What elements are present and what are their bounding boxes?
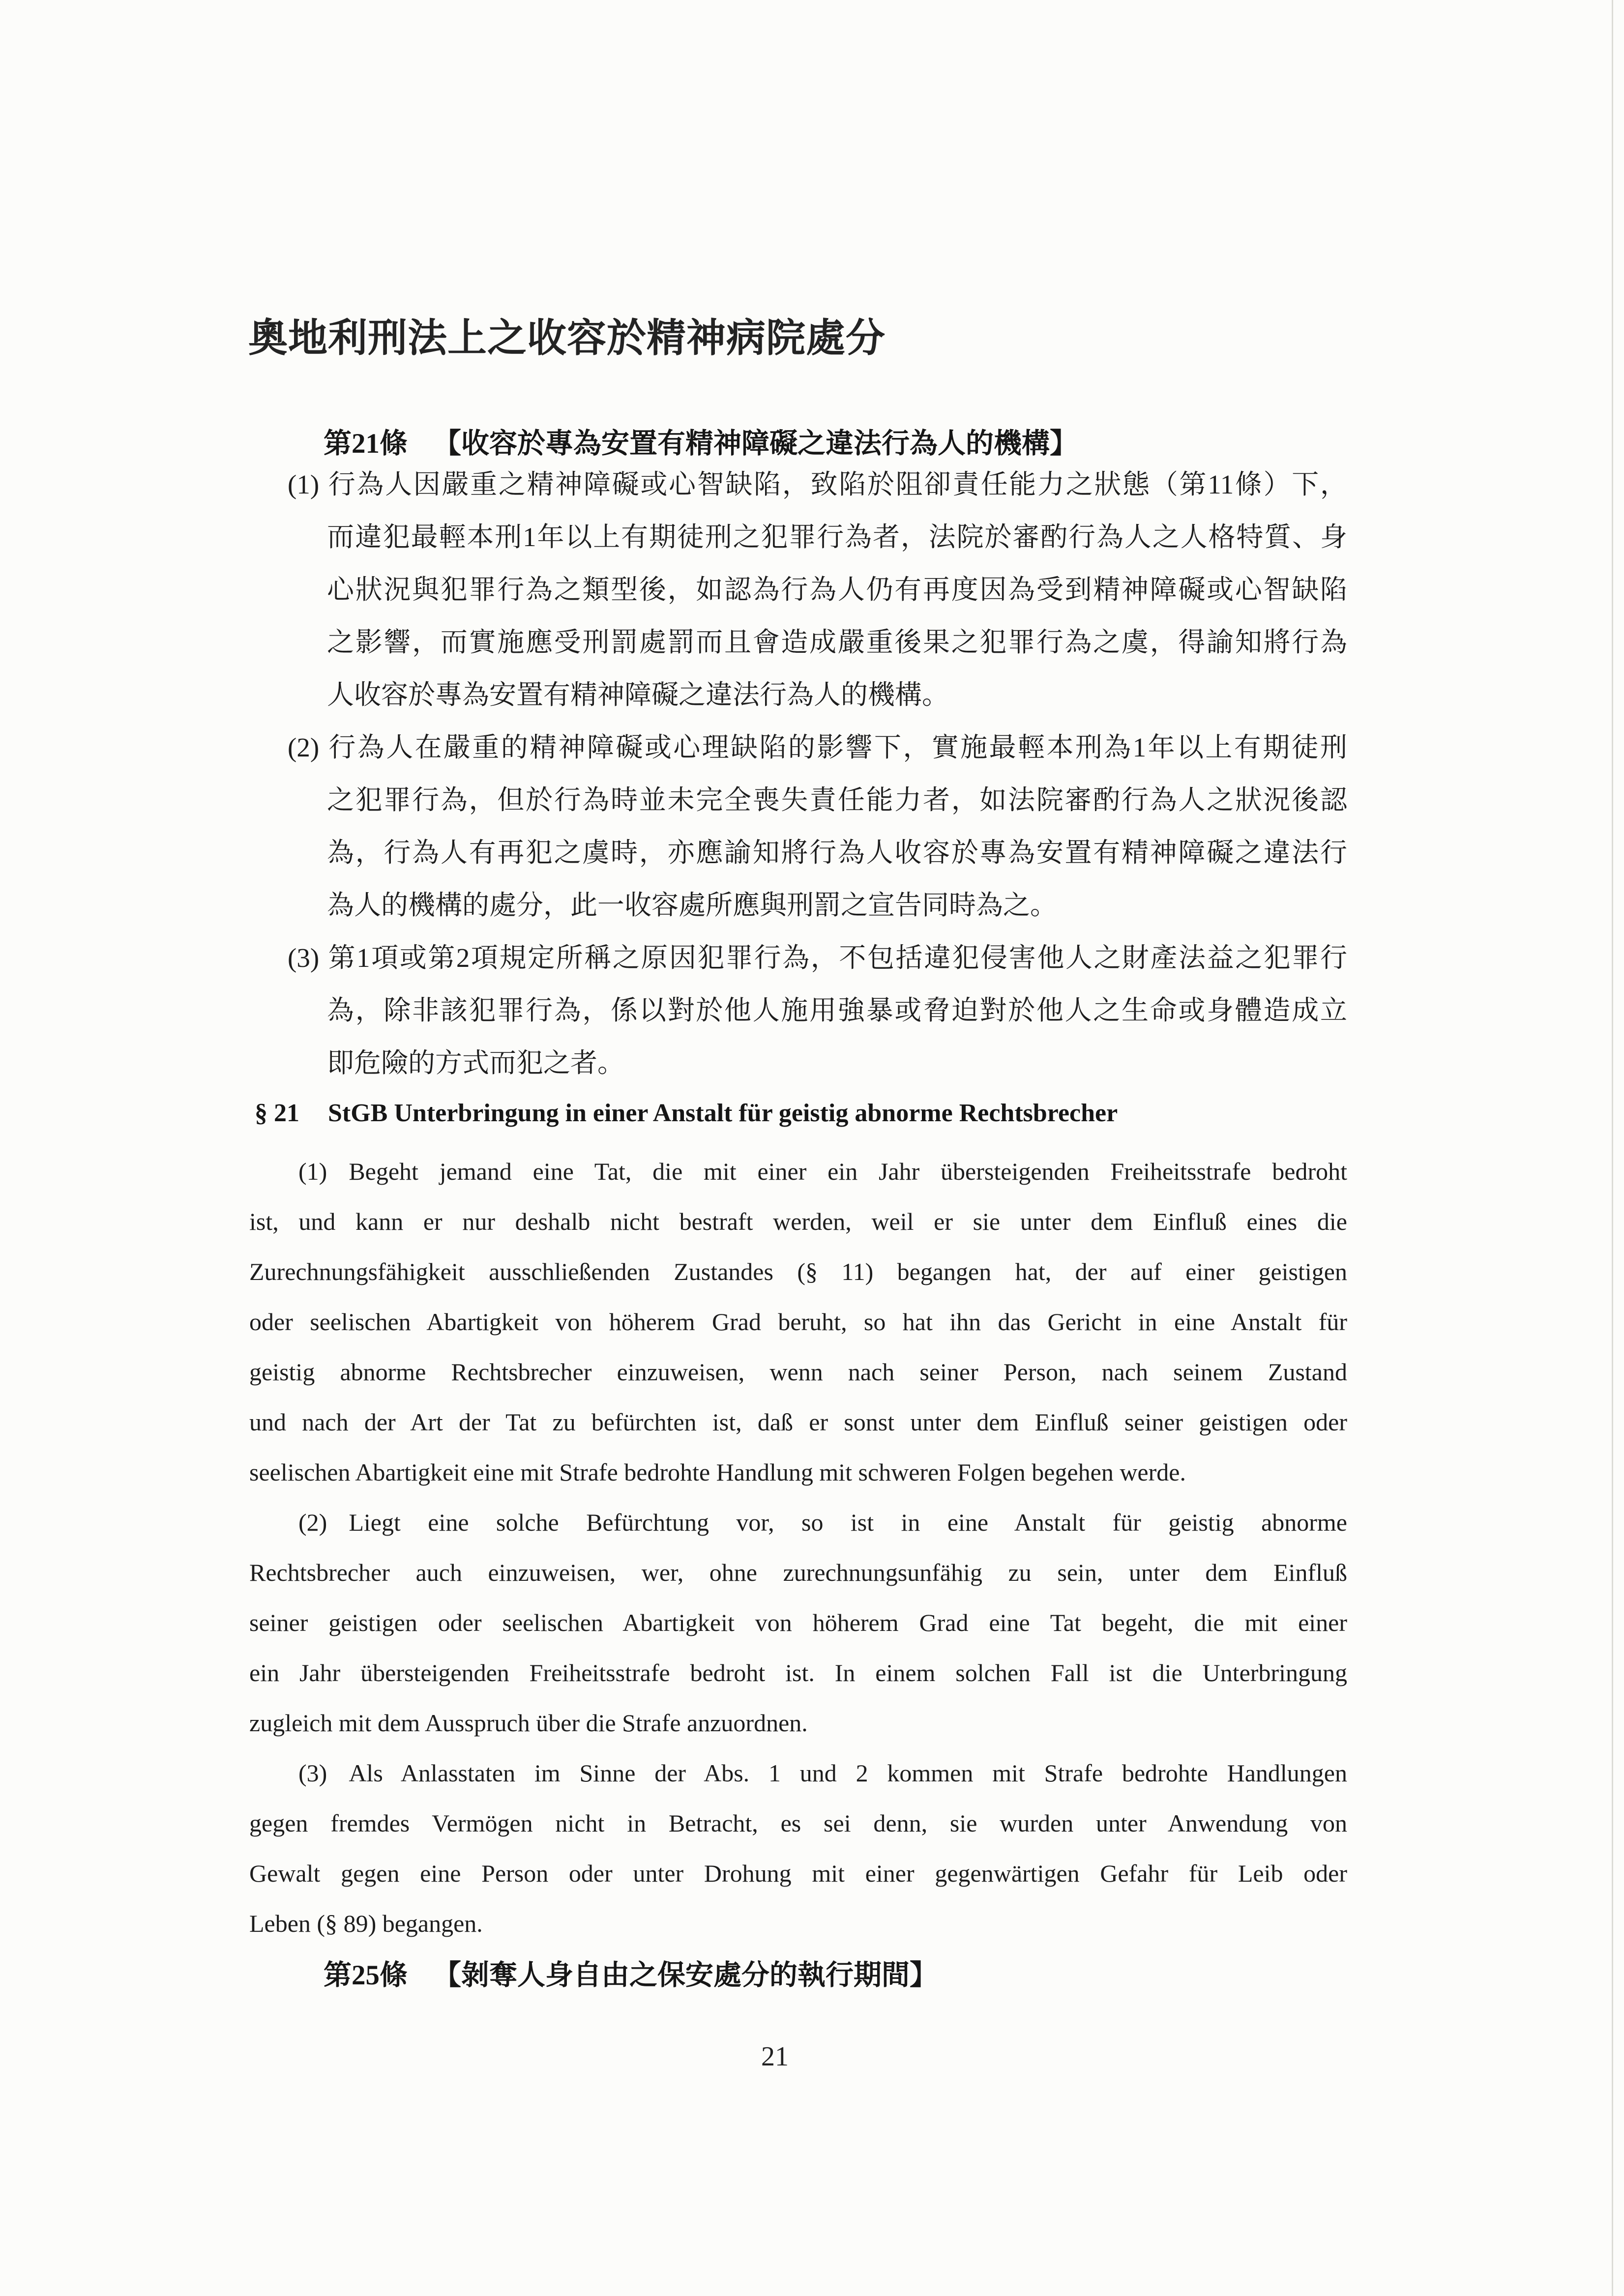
text-line: oder seelischen Abartigkeit von höherem Grad beruht, so hat ihn das Gericht in eine Anstalt für <box>249 1308 1347 1336</box>
text-line: (1) Begeht jemand eine Tat, die mit einer ein Jahr übersteigenden Freiheitsstrafe bedroht <box>298 1158 1347 1185</box>
paragraph-marker: (2) <box>298 1509 327 1536</box>
stgb-21-section-sign: § 21 <box>255 1099 299 1127</box>
text-line: 而違犯最輕本刑1年以上有期徒刑之犯罪行為者，法院於審酌行為人之人格特質、身 <box>327 522 1347 552</box>
text-line: seiner geistigen oder seelischen Abartigkeit von höherem Grad eine Tat begeht, die mit einer <box>249 1609 1347 1636</box>
article-21-caption: 【收容於專為安置有精神障礙之違法行為人的機構】 <box>433 428 1078 459</box>
paragraph-marker: (2) <box>288 732 320 762</box>
text-line: (2) 行為人在嚴重的精神障礙或心理缺陷的影響下，實施最輕本刑為1年以上有期徒刑 <box>288 721 1347 774</box>
paragraph <box>249 1497 1347 1748</box>
text-line: (1) 行為人因嚴重之精神障礙或心智缺陷，致陷於阻卻責任能力之狀態（第11條）下， <box>288 458 1347 511</box>
text-line: Gewalt gegen eine Person oder unter Drohung mit einer gegenwärtigen Gefahr für Leib oder <box>249 1860 1347 1887</box>
text-line: 人收容於專為安置有精神障礙之違法行為人的機構。 <box>327 680 949 710</box>
text-line: 心狀況與犯罪行為之類型後，如認為行為人仍有再度因為受到精神障礙或心智缺陷 <box>327 575 1347 605</box>
text-line: 之影響，而實施應受刑罰處罰而且會造成嚴重後果之犯罪行為之虞，得諭知將行為 <box>327 627 1347 657</box>
text-line: (3) Als Anlasstaten im Sinne der Abs. 1 und 2 kommen mit Strafe bedrohte Handlungen <box>298 1759 1347 1787</box>
text-line: 為，除非該犯罪行為，係以對於他人施用強暴或脅迫對於他人之生命或身體造成立 <box>327 995 1347 1025</box>
text-line: gegen fremdes Vermögen nicht in Betracht, es sei denn, sie wurden unter Anwendung von <box>249 1809 1347 1837</box>
text-line: 即危險的方式而犯之者。 <box>327 1048 625 1078</box>
paragraph <box>288 931 1347 1089</box>
text-line: 之犯罪行為，但於行為時並未完全喪失責任能力者，如法院審酌行為人之狀況後認 <box>327 785 1347 815</box>
text-line: zugleich mit dem Ausspruch über die Strafe anzuordnen. <box>249 1709 808 1737</box>
text-line: Leben (§ 89) begangen. <box>249 1910 483 1937</box>
article-21-number: 第21條 <box>324 428 408 459</box>
page-title: 奧地利刑法上之收容於精神病院處分 <box>248 316 886 360</box>
paragraph <box>249 1146 1347 1497</box>
page-number: 21 <box>761 2041 789 2072</box>
paragraph-marker: (3) <box>288 943 320 973</box>
paragraph-marker: (1) <box>298 1158 327 1185</box>
paragraph-marker: (1) <box>288 469 320 499</box>
stgb-21-heading <box>255 1099 1118 1127</box>
text-line: (3) 第1項或第2項規定所稱之原因犯罪行為，不包括違犯侵害他人之財產法益之犯罪行 <box>288 931 1347 984</box>
text-line: Zurechnungsfähigkeit ausschließenden Zustandes (§ 11) begangen hat, der auf einer geistigen <box>249 1258 1347 1285</box>
text-line: 為人的機構的處分，此一收容處所應與刑罰之宣告同時為之。 <box>327 890 1058 920</box>
paragraph <box>249 1748 1347 1948</box>
stgb-21-heading-text: StGB Unterbringung in einer Anstalt für geistig abnorme Rechtsbrecher <box>328 1099 1118 1127</box>
article-25-number: 第25條 <box>324 1960 408 1991</box>
article-21-heading <box>324 429 1078 460</box>
text-line: und nach der Art der Tat zu befürchten ist, daß er sonst unter dem Einfluß seiner geistigen oder <box>249 1408 1347 1436</box>
text-line: (2) Liegt eine solche Befürchtung vor, so ist in eine Anstalt für geistig abnorme <box>298 1509 1347 1536</box>
paragraph <box>288 458 1347 721</box>
article-21-text <box>288 458 1347 1089</box>
text-line: ist, und kann er nur deshalb nicht bestraft werden, weil er sie unter dem Einfluß eines die <box>249 1208 1347 1235</box>
stgb-21-text <box>249 1146 1347 1948</box>
text-line: ein Jahr übersteigenden Freiheitsstrafe bedroht ist. In einem solchen Fall ist die Unterbringung <box>249 1659 1347 1686</box>
text-line: seelischen Abartigkeit eine mit Strafe bedrohte Handlung mit schweren Folgen begehen werde. <box>249 1458 1186 1486</box>
text-line: geistig abnorme Rechtsbrecher einzuweisen, wenn nach seiner Person, nach seinem Zustand <box>249 1358 1347 1386</box>
scan-edge-artifact <box>1612 0 1613 2296</box>
paragraph-marker: (3) <box>298 1759 327 1787</box>
text-line: 為，行為人有再犯之虞時，亦應諭知將行為人收容於專為安置有精神障礙之違法行 <box>327 838 1347 868</box>
article-25-caption: 【剝奪人身自由之保安處分的執行期間】 <box>433 1960 938 1991</box>
article-25-heading <box>324 1960 938 1991</box>
text-line: Rechtsbrecher auch einzuweisen, wer, ohne zurechnungsunfähig zu sein, unter dem Einfluß <box>249 1559 1347 1586</box>
paragraph <box>288 721 1347 931</box>
